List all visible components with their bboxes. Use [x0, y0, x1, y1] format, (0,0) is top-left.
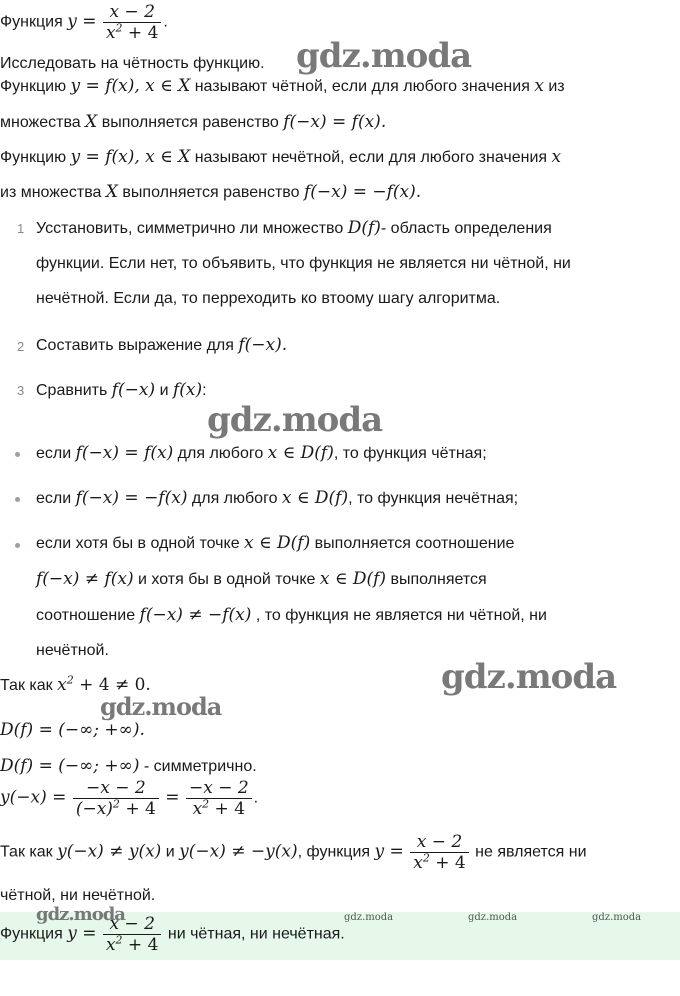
solution-symmetry: D(f) = (−∞; +∞) - симметрично. — [0, 756, 257, 776]
bullet-neither-line-2: f(−x) ≠ f(x) и хотя бы в одной точке x ∈ D(f) выполняется — [36, 569, 487, 589]
bullet-marker-1 — [15, 452, 20, 457]
task-statement: Исследовать на чётность функцию. — [0, 55, 265, 72]
even-definition-line-2: множества X выполняется равенство f(−x) = f(x). — [0, 112, 387, 132]
function-fraction — [103, 2, 161, 43]
odd-definition-line-2: из множества X выполняется равенство f(−x) = −f(x). — [0, 182, 422, 202]
watermark-2: gdz.moda — [207, 400, 383, 440]
watermark-7: gdz.moda — [468, 912, 518, 923]
bullet-marker-2 — [15, 497, 20, 502]
watermark-8: gdz.moda — [592, 912, 642, 923]
bullet-neither-line-4: нечётной. — [36, 642, 109, 659]
bullet-even: если f(−x) = f(x) для любого x ∈ D(f), то функция чётная; — [36, 443, 487, 463]
step-number-1: 1 — [17, 221, 25, 236]
step-1-line-3: нечётной. Если да, то перреходить ко втоому шагу алгоритма. — [36, 290, 501, 307]
solution-conclusion-line-1: Так как y(−x) ≠ y(x) и y(−x) ≠ −y(x), функция y = $\frac{x - 2}{x^2 + 4}$ не является ни — [0, 832, 587, 873]
bullet-odd: если f(−x) = −f(x) для любого x ∈ D(f), то функция нечётная; — [36, 488, 519, 508]
solution-conclusion-line-2: чётной, ни нечётной. — [0, 887, 156, 904]
solution-substitution: y(−x) = $\frac{-x - 2}{(-x)^2 + 4}$ = $\frac{-x - 2}{x^2 + 4}$ . — [0, 778, 259, 819]
watermark-1: gdz.moda — [296, 36, 472, 76]
bullet-neither-line-3: соотношение f(−x) ≠ −f(x) , то функция не является ни чётной, ни — [36, 605, 547, 625]
function-label: Функция — [0, 13, 63, 31]
function-title — [0, 2, 168, 43]
bullet-marker-3 — [15, 543, 20, 548]
substitution-fraction-2: $\frac{-x - 2}{x^2 + 4}$ — [186, 778, 252, 819]
watermark-6: gdz.moda — [344, 912, 394, 923]
function-lhs: y = — [67, 11, 97, 32]
odd-definition-line-1: Функцию y = f(x), x ∈ X называют нечётной, если для любого значения x — [0, 147, 562, 167]
substitution-fraction-1: $\frac{-x - 2}{(-x)^2 + 4}$ — [73, 778, 159, 819]
step-2: Составить выражение для f(−x). — [36, 335, 288, 355]
step-1-line-2: функции. Если нет, то объявить, что функция не является ни чётной, ни — [36, 255, 571, 272]
watermark-5: gdz.moda — [36, 904, 125, 925]
period: . — [163, 13, 168, 31]
step-number-2: 2 — [17, 339, 25, 354]
solution-domain: D(f) = (−∞; +∞). — [0, 720, 145, 740]
answer-fraction: $\frac{x - 2}{x^2 + 4}$ — [103, 914, 161, 955]
fraction-denominator: $x^2 + 4$ — [105, 21, 159, 43]
bullet-neither-line-1: если хотя бы в одной точке x ∈ D(f) выполняется соотношение — [36, 533, 515, 553]
step-3: Сравнить f(−x) и f(x): — [36, 380, 207, 400]
step-1-line-1: Усстановить, симметрично ли множество D(f)- область определения — [36, 218, 552, 238]
even-definition-line-1: Функцию y = f(x), x ∈ X называют чётной, если для любого значения x из — [0, 76, 565, 96]
step-number-3: 3 — [17, 383, 25, 398]
fraction-numerator: x − 2 — [103, 2, 161, 23]
watermark-3: gdz.moda — [441, 657, 617, 697]
watermark-4: gdz.moda — [100, 692, 222, 721]
answer-text: Функция y = $\frac{x - 2}{x^2 + 4}$ ни чётная, ни нечётная. — [0, 914, 345, 955]
conclusion-fraction: $\frac{x - 2}{x^2 + 4}$ — [410, 832, 468, 873]
solution-step-1: Так как $x^2 + 4 \ne 0$. — [0, 673, 151, 695]
